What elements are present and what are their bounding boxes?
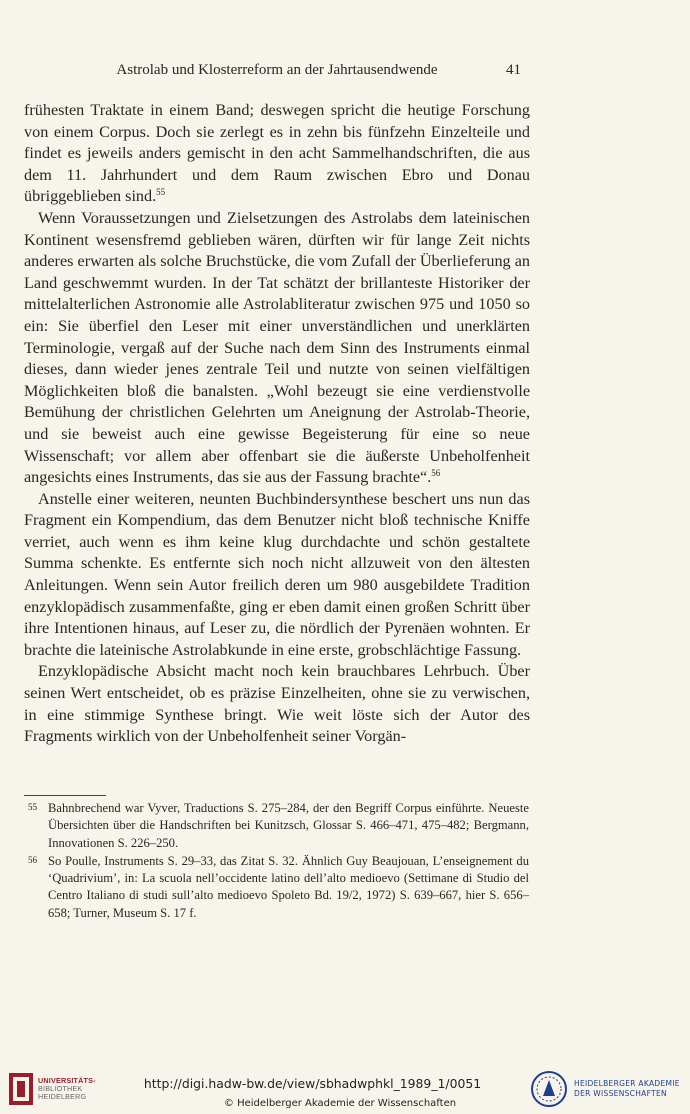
- footnote-divider: [24, 795, 106, 796]
- university-library-logo-icon[interactable]: [8, 1072, 34, 1106]
- paragraph: [24, 100, 530, 208]
- body-text: [24, 100, 530, 748]
- page-number: 41: [506, 62, 521, 78]
- paragraph-text: Wenn Voraussetzungen und Zielsetzungen des Astrolabs dem lateinischen Kontinent wesensfremd geblieben wären, dürften wir für lange Zeit nichts anderes erwarten als solche Bruchstücke, die vom Zufall der Überlieferung an Land geschwemmt wurden. In der Tat schätzt der brillanteste Historiker der mittelalterlichen Astronomie alle Astrolabliteratur zwischen 975 und 1050 so ein: Sie überfiel den Leser mit einer unverständlichen und unerklärten Terminologie, vergaß auf der Suche nach dem Sinn des Instruments einmal dieses, dann wieder jenes zentrale Teil und nutzte von seinen vielfältigen Möglichkeiten bloß die banalsten. „Wohl bezeugt sie eine verdienstvolle Bemühung der christlichen Gelehrten um Aneignung der Astrolab-Theorie, und sie beweist auch eine gewisse Begeisterung für eine so neue Wissenschaft; vor allem aber offenbart sie die äußerste Unbeholfenheit angesichts eines Instruments, das sie aus der Fassung brachte“.: [24, 208, 530, 487]
- footnote-number: 56: [28, 854, 37, 865]
- logo-line: DER WISSENSCHAFTEN: [574, 1089, 667, 1098]
- university-library-name: [38, 1077, 96, 1101]
- running-head: Astrolab und Klosterreform an der Jahrtausendwende: [116, 62, 438, 78]
- footnote: [24, 800, 529, 852]
- footnote-ref[interactable]: 56: [431, 468, 441, 479]
- copyright-notice: © Heidelberger Akademie der Wissenschaften: [223, 1098, 457, 1109]
- academy-name: [574, 1079, 680, 1099]
- digitization-footer: [0, 1064, 690, 1114]
- logo-line: HEIDELBERG: [38, 1092, 87, 1101]
- logo-line: BIBLIOTHEK: [38, 1084, 83, 1093]
- paragraph-text: Anstelle einer weiteren, neunten Buchbindersynthese beschert uns nun das Fragment ein Kompendium, das dem Benutzer nicht bloß technische Kniffe verriet, auch wenn es ihm keine klug durchdachte und schön gestaltete Summa schenkte. Es entfernte sich noch nicht allzuweit von den ältesten Anleitungen. Wenn sein Autor freilich deren um 980 ausgebildete Tradition enzyklopädisch zusammenfaßte, ging er eben damit einen großen Schritt über ihre Intentionen hinaus, auf Leser zu, die nördlich der Pyrenäen wohnten. Er brachte die lateinische Astrolabkunde in eine erste, grobschlächtige Fassung.: [24, 489, 530, 659]
- logo-line: HEIDELBERGER AKADEMIE: [574, 1079, 680, 1088]
- paragraph-text: Enzyklopädische Absicht macht noch kein brauchbares Lehrbuch. Über seinen Wert entscheidet, ob es präzise Einzelheiten, ohne sie zu verwischen, in eine stimmige Synthese bringt. Wie weit löste sich der Autor des Fragments wirklich von der Unbeholfenheit seiner Vorgän-: [24, 662, 530, 746]
- paragraph-text: frühesten Traktate in einem Band; deswegen spricht die heutige Forschung von einem Corpus. Doch sie zerlegt es in zehn bis fünfzehn Einzelteile und findet es jeweils anders gemischt in den acht Sammelhandschriften, die aus dem 11. Jahrhundert und dem Raum zwischen Ebro und Donau übriggeblieben sind.: [24, 101, 530, 206]
- footnote-text: Bahnbrechend war Vyver, Traductions S. 275–284, der den Begriff Corpus einführte. Neueste Übersichten über die Handschriften bei Kunitzsch, Glossar S. 466–471, 475–482; Bergmann, Innovationen S. 226–250.: [48, 801, 529, 850]
- logo-line: UNIVERSITÄTS-: [38, 1076, 96, 1085]
- footnotes: [24, 800, 529, 923]
- footnote: [24, 853, 529, 922]
- footnote-ref[interactable]: 55: [156, 187, 166, 198]
- footnote-text: So Poulle, Instruments S. 29–33, das Zitat S. 32. Ähnlich Guy Beaujouan, L’enseignement du ‘Quadrivium’, in: La scuola nell’occidente latino dell’alto medioevo (Settimane di Studio del Centro Italiano di studi sull’alto medioevo Spoleto Bd. 19/2, 1972) S. 639–667, hier S. 656–658; Turner, Museum S. 17 f.: [48, 853, 529, 920]
- paragraph: [24, 489, 530, 662]
- footnote-number: 55: [28, 802, 37, 812]
- paragraph: [24, 208, 530, 489]
- academy-seal-icon[interactable]: [530, 1070, 568, 1108]
- paragraph: [24, 661, 530, 747]
- permalink-url[interactable]: http://digi.hadw-bw.de/view/sbhadwphkl_1989_1/0051: [143, 1076, 482, 1091]
